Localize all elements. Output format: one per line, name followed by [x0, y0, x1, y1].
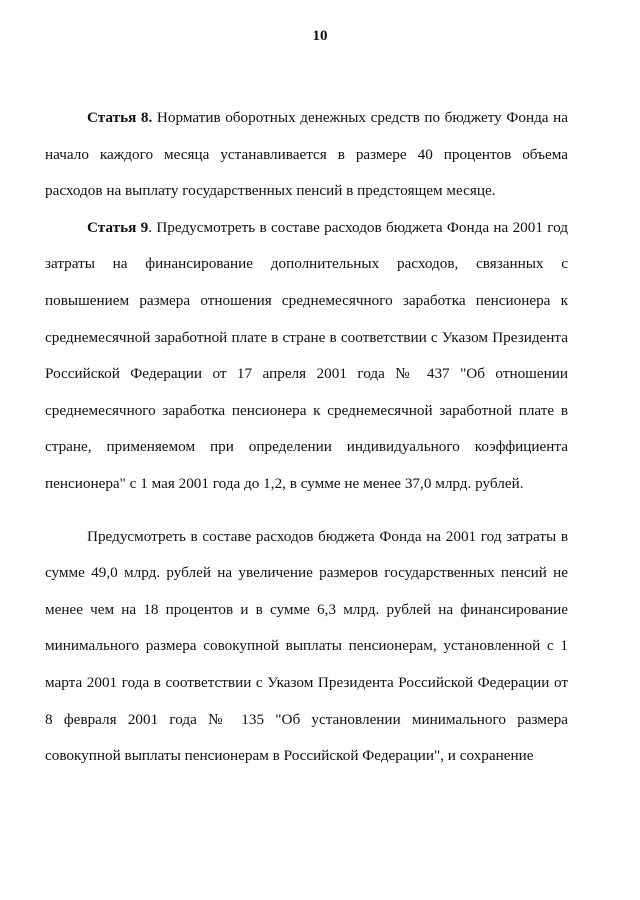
page-number: 10 [312, 28, 328, 44]
article-8-label: Статья 8. [87, 109, 153, 126]
document-body [45, 100, 568, 775]
article-9-label: Статья 9 [87, 218, 149, 236]
article-8-text: Норматив оборотных денежных средств по бюджету Фонда на начало каждого месяца устанавливается в размере 40 процентов объема расходов на выплату государственных пенсий в предстоящем месяце. [45, 109, 568, 200]
funding-paragraph-text: Предусмотреть в составе расходов бюджета Фонда на 2001 год затраты в сумме 49,0 млрд. рублей на увеличение размеров государственных пенсий не менее чем на 18 процентов и в сумме 6,3 млрд. рублей на финансирование минимального размера совокупной выплаты пенсионерам, установленной с 1 марта 2001 года в соответствии с Указом Президента Российской Федерации от 8 февраля 2001 года № 135 "Об установлении минимального размера совокупной выплаты пенсионерам в Российской Федерации", и сохранение [45, 527, 568, 765]
article-9-text: . Предусмотреть в составе расходов бюджета Фонда на 2001 год затраты на финансирование дополнительных расходов, связанных с повышением размера отношения среднемесячного заработка пенсионера к среднемесячной заработной плате в стране в соответствии с Указом Президента Российской Федерации от 17 апреля 2001 года № 437 "Об отношении среднемесячного заработка пенсионера к среднемесячной заработной плате в стране, применяемом при определении индивидуального коэффициента пенсионера" с 1 мая 2001 года до 1,2, в сумме не менее 37,0 млрд. рублей. [45, 218, 569, 492]
article-9-paragraph [45, 210, 568, 503]
article-8-paragraph [45, 100, 568, 210]
funding-paragraph [45, 519, 568, 775]
